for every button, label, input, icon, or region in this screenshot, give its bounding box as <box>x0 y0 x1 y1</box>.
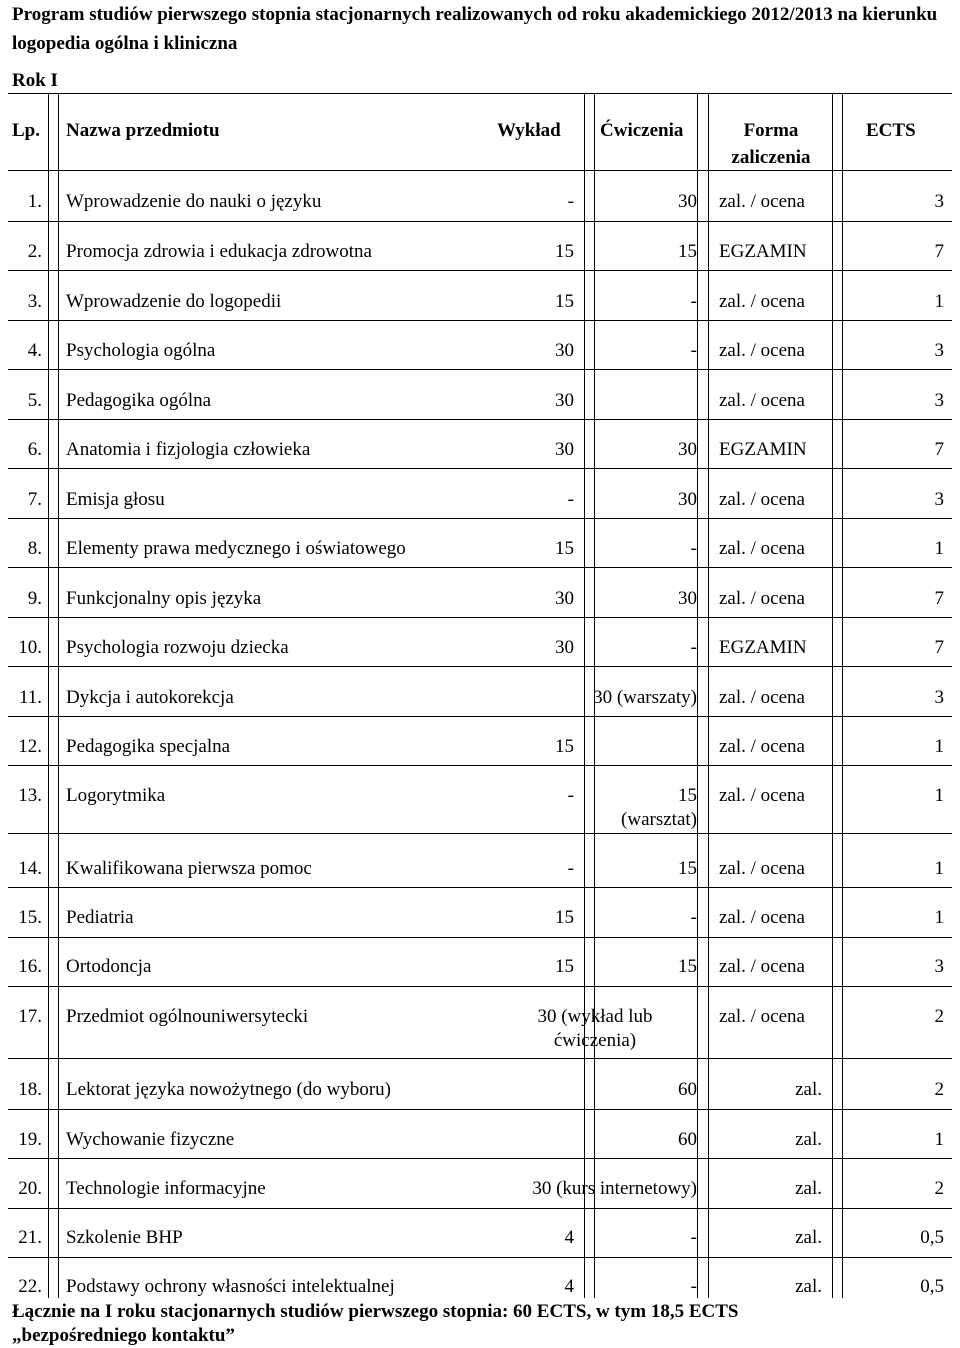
assessment-form: zal. / ocena <box>719 489 805 510</box>
row-number: 7. <box>27 489 42 510</box>
ects-points: 7 <box>934 439 944 460</box>
table-column-divider <box>842 93 843 1298</box>
table-row-divider <box>8 833 952 834</box>
row-number: 4. <box>27 340 42 361</box>
assessment-form: zal. / ocena <box>719 907 805 928</box>
assessment-form: zal. <box>795 1178 822 1199</box>
assessment-form: zal. <box>795 1129 822 1150</box>
assessment-form: zal. / ocena <box>719 687 805 708</box>
lecture-hours: 4 <box>564 1227 574 1248</box>
table-column-divider <box>48 93 49 1298</box>
subject-name: Przedmiot ogólnouniwersytecki <box>66 1006 309 1027</box>
assessment-form: zal. / ocena <box>719 736 805 757</box>
row-number: 12. <box>18 736 42 757</box>
exercise-hours: 30 (warszaty) <box>593 687 697 708</box>
exercise-hours: 30 <box>678 489 697 510</box>
table-row-divider <box>8 468 952 469</box>
ects-points: 7 <box>934 241 944 262</box>
subject-name: Szkolenie BHP <box>66 1227 183 1248</box>
header-lecture: Wykład <box>497 120 561 141</box>
row-number: 6. <box>27 439 42 460</box>
assessment-form: zal. <box>795 1227 822 1248</box>
header-ects: ECTS <box>866 120 916 141</box>
row-number: 13. <box>18 785 42 806</box>
exercise-hours: - <box>690 291 697 312</box>
ects-points: 2 <box>934 1006 944 1027</box>
subject-name: Lektorat języka nowożytnego (do wyboru) <box>66 1079 392 1100</box>
assessment-form: zal. / ocena <box>719 340 805 361</box>
ects-points: 3 <box>934 956 944 977</box>
subject-name: Ortodoncja <box>66 956 152 977</box>
lecture-hours: 30 <box>555 439 574 460</box>
table-row-divider <box>8 518 952 519</box>
row-number: 11. <box>18 687 42 708</box>
table-row-divider <box>8 1158 952 1159</box>
ects-points: 7 <box>934 588 944 609</box>
ects-points: 1 <box>934 785 944 806</box>
year-label: Rok I <box>12 70 58 91</box>
ects-points: 7 <box>934 637 944 658</box>
table-row-divider <box>8 419 952 420</box>
exercise-hours: 60 <box>678 1079 697 1100</box>
subject-name: Dykcja i autokorekcja <box>66 687 234 708</box>
table-column-divider <box>697 93 698 1298</box>
assessment-form: zal. / ocena <box>719 538 805 559</box>
lecture-hours: - <box>567 785 574 806</box>
ects-points: 3 <box>934 489 944 510</box>
exercise-hours: 30 <box>678 588 697 609</box>
subject-name: Technologie informacyjne <box>66 1178 266 1199</box>
header-lp: Lp. <box>12 120 40 141</box>
summary-line-1: Łącznie na I roku stacjonarnych studiów pierwszego stopnia: 60 ECTS, w tym 18,5 ECTS <box>12 1301 739 1322</box>
table-column-divider <box>832 93 833 1298</box>
ects-points: 3 <box>934 191 944 212</box>
row-number: 10. <box>18 637 42 658</box>
assessment-form: zal. / ocena <box>719 191 805 212</box>
document-title: Program studiów pierwszego stopnia stacjonarnych realizowanych od roku akademickiego 2012/2013 na kierunku logopedia ogólna i kliniczna <box>12 4 938 54</box>
assessment-form: zal. / ocena <box>719 956 805 977</box>
table-row-divider <box>8 567 952 568</box>
assessment-form: zal. <box>795 1276 822 1297</box>
ects-points: 3 <box>934 687 944 708</box>
assessment-form: EGZAMIN <box>719 637 807 658</box>
ects-points: 1 <box>934 291 944 312</box>
table-row-divider <box>8 986 952 987</box>
table-row-divider <box>8 1058 952 1059</box>
exercise-hours: 15 <box>678 858 697 879</box>
lecture-hours: 30 <box>555 390 574 411</box>
summary-note <box>12 1300 952 1348</box>
exercise-hours: 30 <box>678 439 697 460</box>
exercise-type: (warsztat) <box>621 809 697 830</box>
ects-points: 1 <box>934 736 944 757</box>
row-number: 8. <box>27 538 42 559</box>
hours-combined: 30 (wykład lub ćwiczenia) <box>537 1006 653 1051</box>
lecture-hours: 30 <box>555 340 574 361</box>
ects-points: 1 <box>934 538 944 559</box>
row-number: 2. <box>27 241 42 262</box>
lecture-hours: 15 <box>555 956 574 977</box>
assessment-form: zal. / ocena <box>719 291 805 312</box>
assessment-form: zal. / ocena <box>719 390 805 411</box>
subject-name: Psychologia rozwoju dziecka <box>66 637 289 658</box>
subject-name: Kwalifikowana pierwsza pomoc <box>66 858 312 879</box>
row-number: 18. <box>18 1079 42 1100</box>
table-column-divider <box>58 93 59 1298</box>
subject-name: Podstawy ochrony własności intelektualnej <box>66 1276 395 1297</box>
ects-points: 0,5 <box>920 1227 944 1248</box>
exercise-hours: 15 <box>678 785 697 806</box>
table-row-divider <box>8 1257 952 1258</box>
table-column-divider <box>708 93 709 1298</box>
header-form: Forma zaliczenia <box>731 120 811 168</box>
row-number: 1. <box>27 191 42 212</box>
summary-line-2: „bezpośredniego kontaktu” <box>12 1325 235 1346</box>
row-number: 17. <box>18 1006 42 1027</box>
exercise-hours: - <box>690 907 697 928</box>
exercise-hours: 30 (kurs internetowy) <box>532 1178 697 1199</box>
header-exercises: Ćwiczenia <box>600 120 684 141</box>
lecture-hours: 30 <box>555 588 574 609</box>
row-number: 15. <box>18 907 42 928</box>
table-row-divider <box>8 369 952 370</box>
lecture-hours: - <box>567 858 574 879</box>
ects-points: 3 <box>934 340 944 361</box>
ects-points: 1 <box>934 858 944 879</box>
subject-name: Elementy prawa medycznego i oświatowego <box>66 538 406 559</box>
table-row-divider <box>8 716 952 717</box>
table-row-divider <box>8 93 952 94</box>
exercise-hours: - <box>690 538 697 559</box>
row-number: 14. <box>18 858 42 879</box>
exercise-hours: - <box>690 340 697 361</box>
ects-points: 2 <box>934 1178 944 1199</box>
table-row-divider <box>8 937 952 938</box>
subject-name: Pediatria <box>66 907 134 928</box>
row-number: 9. <box>27 588 42 609</box>
table-row-divider <box>8 1208 952 1209</box>
assessment-form: zal. / ocena <box>719 858 805 879</box>
lecture-hours: 15 <box>555 736 574 757</box>
assessment-form: zal. / ocena <box>719 785 805 806</box>
ects-points: 1 <box>934 1129 944 1150</box>
lecture-hours: - <box>567 191 574 212</box>
subject-name: Wprowadzenie do logopedii <box>66 291 282 312</box>
ects-points: 1 <box>934 907 944 928</box>
row-number: 21. <box>18 1227 42 1248</box>
lecture-hours: - <box>567 489 574 510</box>
row-number: 5. <box>27 390 42 411</box>
row-number: 22. <box>18 1276 42 1297</box>
row-number: 20. <box>18 1178 42 1199</box>
assessment-form: zal. / ocena <box>719 1006 805 1027</box>
subject-name: Psychologia ogólna <box>66 340 216 361</box>
assessment-form: zal. <box>795 1079 822 1100</box>
ects-points: 2 <box>934 1079 944 1100</box>
lecture-hours: 15 <box>555 907 574 928</box>
exercise-hours: 30 <box>678 191 697 212</box>
table-row-divider <box>8 270 952 271</box>
lecture-hours: 4 <box>564 1276 574 1297</box>
subject-name: Pedagogika specjalna <box>66 736 231 757</box>
exercise-hours: - <box>690 1276 697 1297</box>
table-row-divider <box>8 666 952 667</box>
lecture-hours: 15 <box>555 538 574 559</box>
table-row-divider <box>8 1109 952 1110</box>
subject-name: Logorytmika <box>66 785 166 806</box>
table-row-divider <box>8 887 952 888</box>
subject-name: Wychowanie fizyczne <box>66 1129 235 1150</box>
subject-name: Funkcjonalny opis języka <box>66 588 262 609</box>
header-name: Nazwa przedmiotu <box>66 120 220 141</box>
subject-name: Promocja zdrowia i edukacja zdrowotna <box>66 241 372 262</box>
ects-points: 3 <box>934 390 944 411</box>
row-number: 3. <box>27 291 42 312</box>
exercise-hours: - <box>690 1227 697 1248</box>
exercise-hours: 15 <box>678 956 697 977</box>
ects-points: 0,5 <box>920 1276 944 1297</box>
table-row-divider <box>8 320 952 321</box>
row-number: 16. <box>18 956 42 977</box>
subject-name: Anatomia i fizjologia człowieka <box>66 439 311 460</box>
assessment-form: EGZAMIN <box>719 241 807 262</box>
exercise-hours: - <box>690 637 697 658</box>
assessment-form: EGZAMIN <box>719 439 807 460</box>
table-row-divider <box>8 617 952 618</box>
lecture-hours: 30 <box>555 637 574 658</box>
subject-name: Emisja głosu <box>66 489 165 510</box>
exercise-hours: 60 <box>678 1129 697 1150</box>
table-row-divider <box>8 221 952 222</box>
table-row-divider <box>8 170 952 171</box>
lecture-hours: 15 <box>555 291 574 312</box>
table-row-divider <box>8 765 952 766</box>
subject-name: Wprowadzenie do nauki o języku <box>66 191 322 212</box>
row-number: 19. <box>18 1129 42 1150</box>
exercise-hours: 15 <box>678 241 697 262</box>
assessment-form: zal. / ocena <box>719 588 805 609</box>
subject-name: Pedagogika ogólna <box>66 390 212 411</box>
lecture-hours: 15 <box>555 241 574 262</box>
